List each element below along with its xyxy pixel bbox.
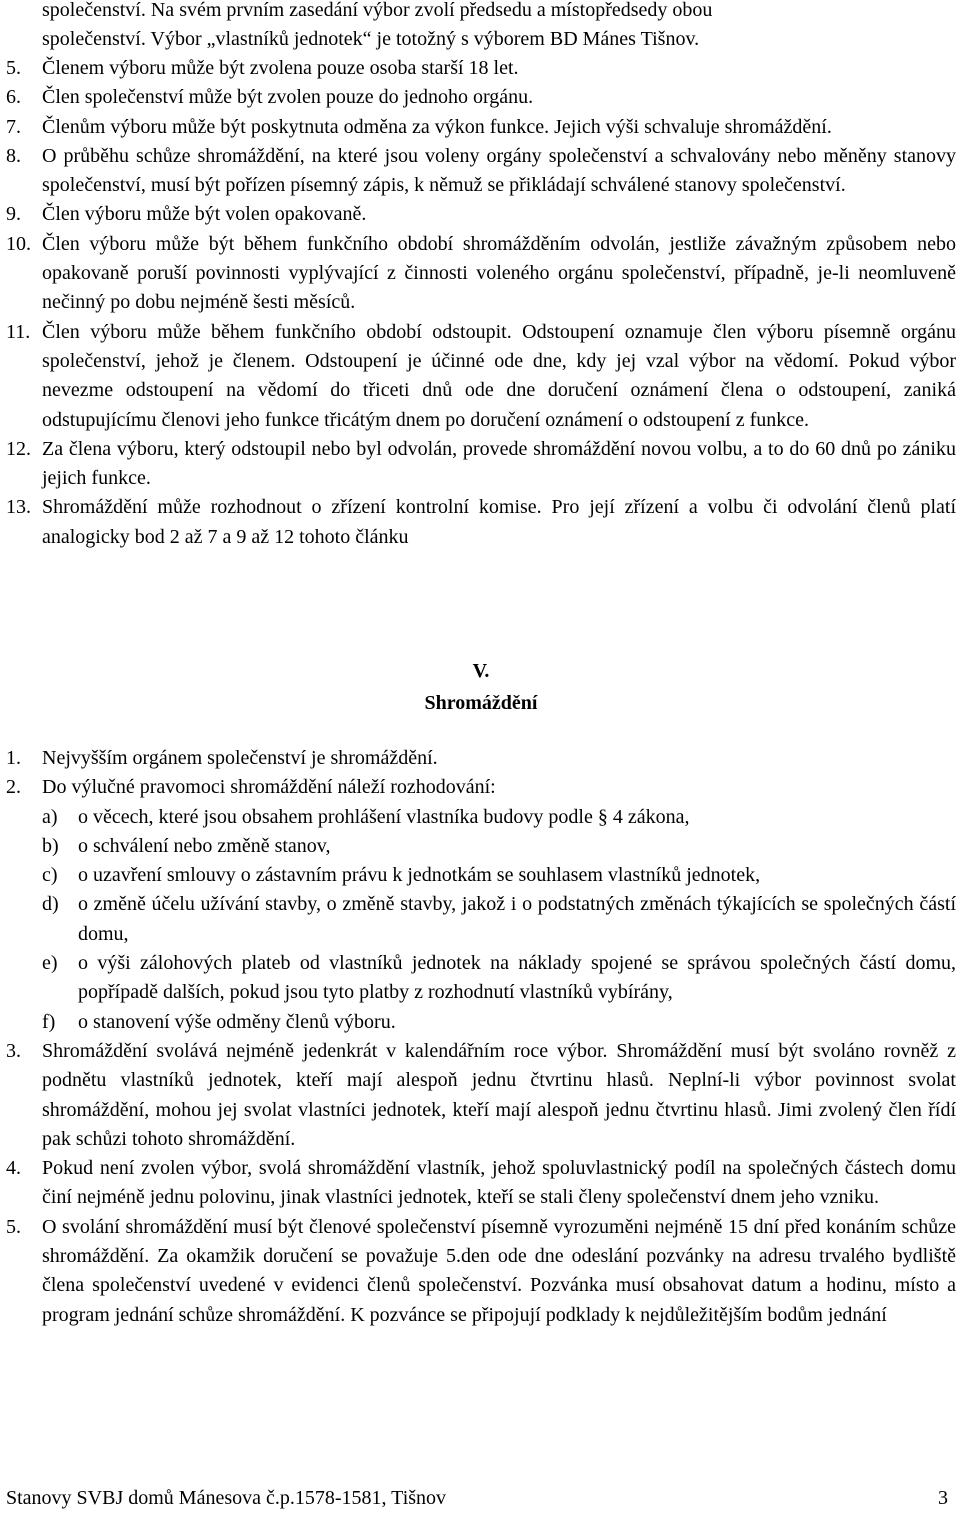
sub-item-text: o výši zálohových plateb od vlastníků jednotek na náklady spojené se správou společných částí domu, popřípadě dalších, pokud jsou tyto platby z rozhodnutí vlastníků vybírány,: [78, 952, 956, 1004]
section-title: Shromáždění: [424, 692, 538, 714]
sub-item-letter: f): [42, 1010, 56, 1033]
item-text: Členům výboru může být poskytnuta odměna za výkon funkce. Jejich výši schvaluje shromáždění.: [42, 115, 832, 138]
item-number: 5.: [6, 57, 21, 79]
item-number: 8.: [6, 144, 21, 167]
sub-item-text: o uzavření smlouvy o zástavním právu k jednotkám se souhlasem vlastníků jednotek,: [78, 864, 761, 887]
numbered-item: [6, 744, 956, 773]
item-number: 10.: [6, 232, 31, 255]
sub-item: [6, 1008, 956, 1037]
numbered-item: [6, 318, 956, 435]
item-number: 11.: [6, 320, 31, 343]
numbered-item: [6, 142, 956, 201]
item-text: Nejvyšším orgánem společenství je shromáždění.: [42, 747, 438, 769]
sub-item-letter: a): [42, 805, 58, 828]
section-iv-continuation: [6, 0, 956, 552]
item-number: 13.: [6, 496, 31, 519]
section-v-body: [6, 744, 956, 1330]
item-number: 2.: [6, 776, 21, 799]
item-number: 9.: [6, 203, 21, 226]
item-number: 1.: [6, 747, 21, 769]
item-number: 7.: [6, 115, 21, 138]
item-text: Pokud není zvolen výbor, svolá shromáždění vlastník, jehož spoluvlastnický podíl na společných částech domu činí nejméně jednu polovinu, jinak vlastníci jednotek, kteří se stali členy společenství dnem jeho vzniku.: [42, 1157, 956, 1209]
sub-item-text: o stanovení výše odměny členů výboru.: [78, 1010, 396, 1033]
sub-item: [6, 832, 956, 861]
numbered-item: [6, 113, 956, 142]
sub-item-text: o věcech, které jsou obsahem prohlášení vlastníka budovy podle § 4 zákona,: [78, 805, 690, 828]
numbered-item: [6, 1213, 956, 1330]
item-text: Shromáždění může rozhodnout o zřízení kontrolní komise. Pro její zřízení a volbu či odvolání členů platí analogicky bod 2 až 7 a 9 až 12 tohoto článku: [42, 496, 956, 548]
sub-item-letter: e): [42, 952, 58, 975]
sub-item-letter: b): [42, 834, 59, 857]
item-text: Člen společenství může být zvolen pouze do jednoho orgánu.: [42, 86, 534, 109]
section-number: V.: [472, 660, 490, 682]
item-number: 3.: [6, 1039, 21, 1062]
item-text: O svolání shromáždění musí být členové společenství písemně vyrozuměni nejméně 15 dní před konáním schůze shromáždění. Za okamžik doručení se považuje 5.den ode dne odeslání pozvánky na adresu trvalého bydliště člena společenství uvedené v evidenci členů společenství. Pozvánka musí obsahovat datum a hodinu, místo a program jednání schůze shromáždění. K pozvánce se připojují podklady k nejdůležitějším bodům jednání: [42, 1215, 956, 1326]
sub-item-letter: c): [42, 864, 58, 887]
item-number: 12.: [6, 437, 31, 460]
footer-title: Stanovy SVBJ domů Mánesova č.p.1578-1581, Tišnov: [6, 1487, 447, 1509]
numbered-item: [6, 493, 956, 552]
sub-item: [6, 949, 956, 1008]
item-text: Člen výboru může během funkčního období odstoupit. Odstoupení oznamuje člen výboru písemně orgánu společenství, jehož je členem. Odstoupení je účinné ode dne, kdy jej vzal výbor na vědomí. Pokud výbor nevezme odstoupení na vědomí do třiceti dnů ode dne doručení oznámení člena o odstoupení, zaniká odstupujícímu členovi jeho funkce třicátým dnem po doručení oznámení o odstoupení z funkce.: [42, 320, 956, 431]
numbered-item: [6, 200, 956, 229]
item-text: Člen výboru může být volen opakovaně.: [42, 203, 367, 226]
intro-line: společenství. Na svém prvním zasedání výbor zvolí předsedu a místopředsedy obou: [42, 0, 713, 21]
item-text: Za člena výboru, který odstoupil nebo byl odvolán, provede shromáždění novou volbu, a to do 60 dnů po zániku jejich funkce.: [42, 437, 956, 490]
numbered-item: [6, 54, 956, 83]
item-text: Do výlučné pravomoci shromáždění náleží rozhodování:: [42, 776, 496, 799]
item-number: 5.: [6, 1215, 21, 1238]
page-number: 3: [938, 1487, 948, 1509]
item-text: Členem výboru může být zvolena pouze osoba starší 18 let.: [42, 57, 519, 79]
sub-item: [6, 803, 956, 832]
numbered-item: [6, 1037, 956, 1154]
item-text: Shromáždění svolává nejméně jedenkrát v kalendářním roce výbor. Shromáždění musí být svoláno rovněž z podnětu vlastníků jednotek, kteří mají alespoň jednu čtvrtinu hlasů. Neplní-li výbor povinnost svolat shromáždění, mohou jej svolat vlastníci jednotek, kteří mají alespoň jednu čtvrtinu hlasů. Jimi zvolený člen řídí pak schůzi tohoto shromáždění.: [42, 1039, 956, 1150]
item-number: 6.: [6, 86, 21, 109]
numbered-item: [6, 435, 956, 494]
item-number: 4.: [6, 1157, 21, 1180]
sub-item: [6, 861, 956, 890]
numbered-item: [6, 1154, 956, 1213]
intro-line: společenství. Výbor „vlastníků jednotek“ je totožný s výborem BD Mánes Tišnov.: [42, 28, 700, 50]
sub-item-text: o změně účelu užívání stavby, o změně stavby, jakož i o podstatných změnách týkajících se společných částí domu,: [78, 893, 956, 945]
page-footer: [6, 1484, 948, 1512]
item-text: O průběhu schůze shromáždění, na které jsou voleny orgány společenství a schvalovány nebo měněny stanovy společenství, musí být pořízen písemný zápis, k němuž se přikládají schválené stanovy společenství.: [42, 144, 956, 197]
sub-item-text: o schválení nebo změně stanov,: [78, 834, 331, 857]
sub-item: [6, 890, 956, 949]
numbered-item: [6, 83, 956, 112]
item-text: Člen výboru může být během funkčního období shromážděním odvolán, jestliže závažným způsobem nebo opakovaně poruší povinnosti vyplývající z činnosti voleného orgánu společenství, případně, je-li neomluveně nečinný po dobu nejméně šesti měsíců.: [42, 232, 956, 314]
sub-item-letter: d): [42, 893, 59, 916]
numbered-item: [6, 230, 956, 318]
numbered-item: [6, 773, 956, 802]
